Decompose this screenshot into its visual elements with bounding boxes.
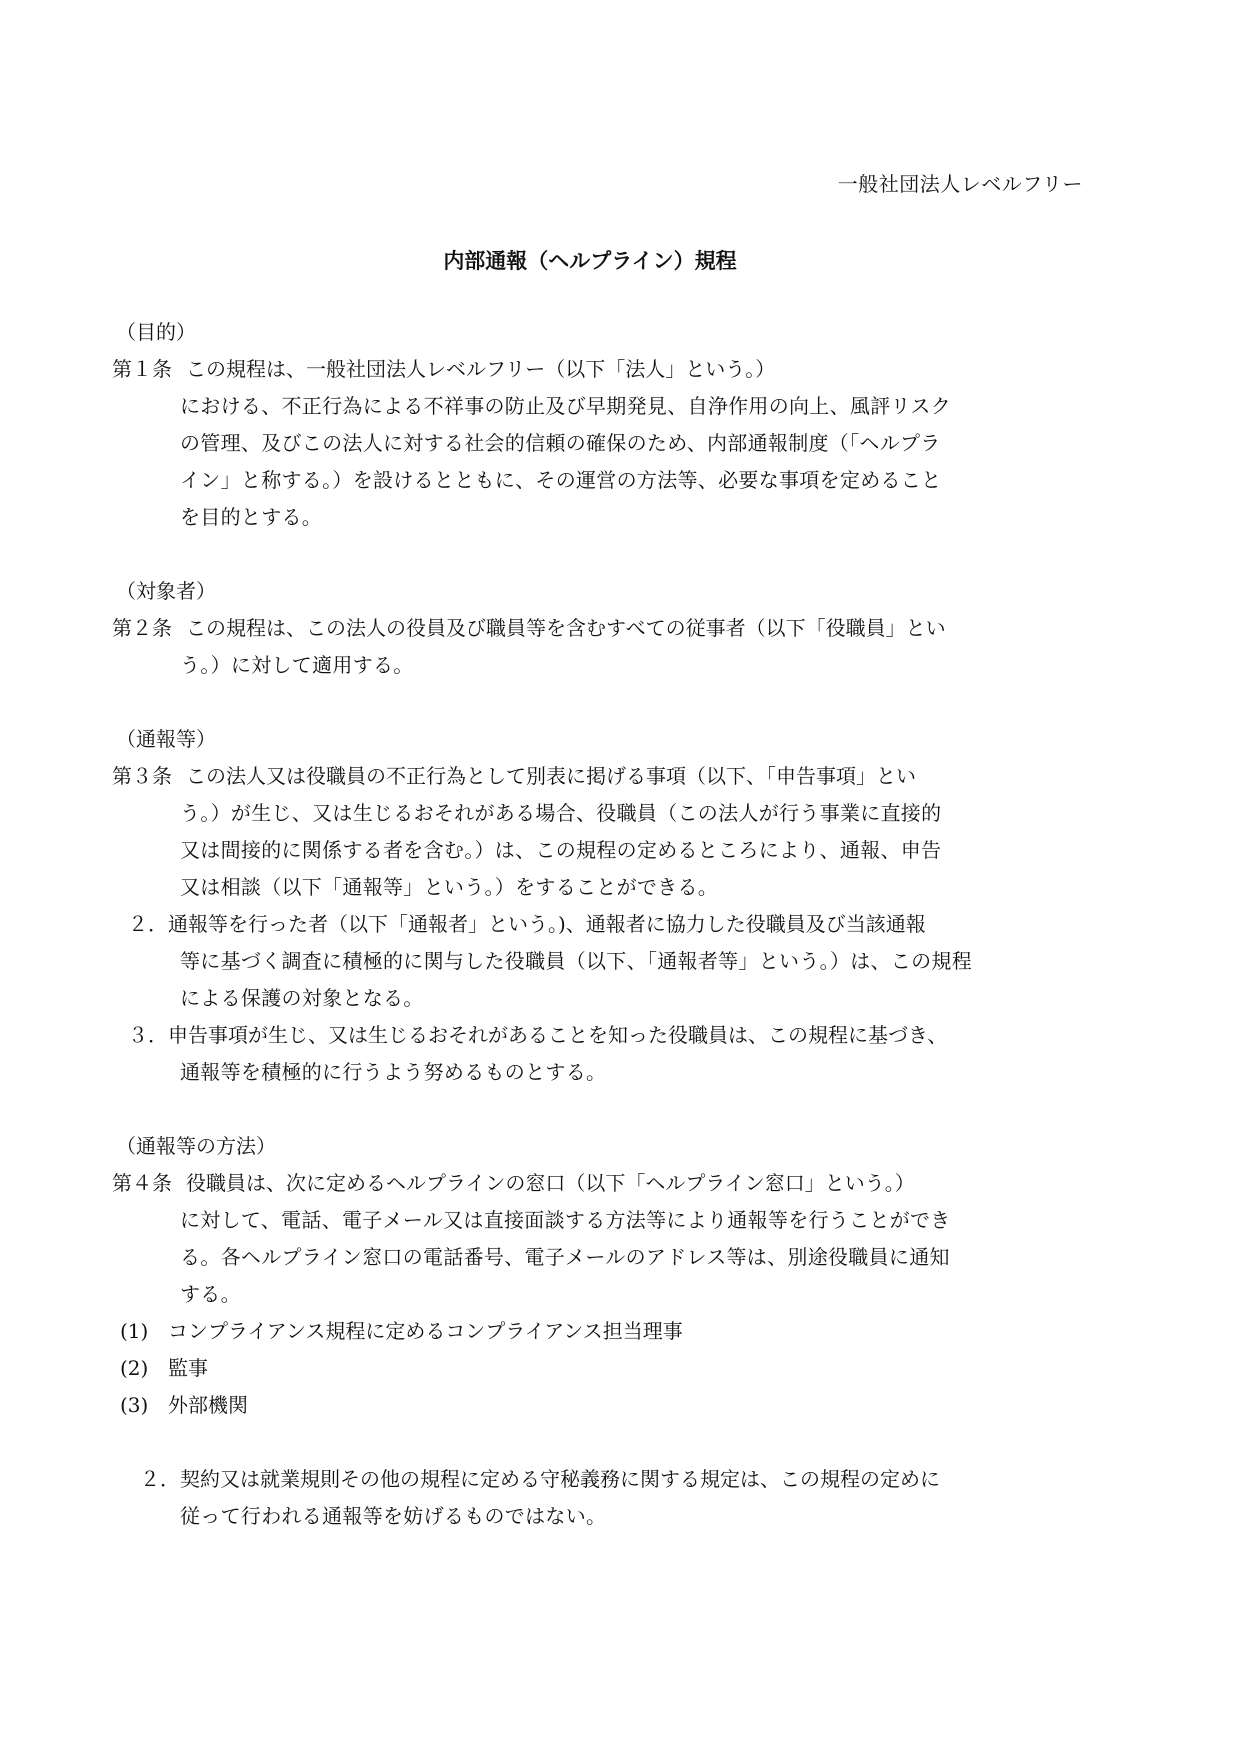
article-3-first-line bbox=[112, 758, 916, 795]
article-2-line-1: この規程は、この法人の役員及び職員等を含むすべての従事者（以下「役職員」とい bbox=[186, 616, 946, 640]
list-item-number: (2) bbox=[120, 1356, 149, 1380]
article-3-line-2: う。）が生じ、又は生じるおそれがある場合、役職員（この法人が行う事業に直接的 bbox=[180, 801, 942, 825]
article-4-line-3: る。各ヘルプライン窓口の電話番号、電子メールのアドレス等は、別途役職員に通知 bbox=[180, 1245, 950, 1269]
article-3-line-4: 又は相談（以下「通報等」という。）をすることができる。 bbox=[180, 875, 719, 899]
list-item bbox=[120, 1387, 248, 1424]
article-1-line-1: この規程は、一般社団法人レベルフリー（以下「法人」という。） bbox=[186, 357, 776, 381]
organization-name: 一般社団法人レベルフリー bbox=[837, 172, 1083, 196]
paragraph-line: 通報等を積極的に行うよう努めるものとする。 bbox=[180, 1060, 607, 1084]
article-2-line-2: う。）に対して適用する。 bbox=[180, 653, 414, 677]
article-1-line-5: を目的とする。 bbox=[180, 505, 323, 529]
article-1-caption: （目的） bbox=[116, 320, 196, 344]
article-2-caption: （対象者） bbox=[116, 579, 216, 603]
article-4-line-2: に対して、電話、電子メール又は直接面談する方法等により通報等を行うことができ bbox=[180, 1208, 951, 1232]
article-4-paragraph-2 bbox=[140, 1461, 940, 1498]
article-4-line-4: する。 bbox=[180, 1282, 241, 1306]
article-4-caption: （通報等の方法） bbox=[116, 1134, 276, 1158]
list-item-text: 外部機関 bbox=[168, 1393, 248, 1417]
article-1-line-3: の管理、及びこの法人に対する社会的信頼の確保のため、内部通報制度（「ヘルプラ bbox=[180, 431, 941, 455]
paragraph-line: 契約又は就業規則その他の規程に定める守秘義務に関する規定は、この規程の定めに bbox=[180, 1467, 940, 1491]
article-3-paragraph-3 bbox=[128, 1017, 947, 1054]
paragraph-line: 等に基づく調査に積極的に関与した役職員（以下、「通報者等」という。）は、この規程 bbox=[180, 949, 972, 973]
document-title: 内部通報（ヘルプライン）規程 bbox=[443, 248, 737, 273]
list-item bbox=[120, 1350, 208, 1387]
article-1-number: 第１条 bbox=[112, 357, 172, 381]
list-item-number: (3) bbox=[120, 1393, 149, 1417]
paragraph-number: ３． bbox=[128, 1023, 168, 1047]
paragraph-line: による保護の対象となる。 bbox=[180, 986, 424, 1010]
list-item-number: (1) bbox=[120, 1319, 149, 1343]
article-1-line-2: における、不正行為による不祥事の防止及び早期発見、自浄作用の向上、風評リスク bbox=[180, 394, 951, 418]
list-item bbox=[120, 1313, 683, 1350]
article-2-number: 第２条 bbox=[112, 616, 172, 640]
list-item-text: 監事 bbox=[168, 1356, 208, 1380]
paragraph-line: 申告事項が生じ、又は生じるおそれがあることを知った役職員は、この規程に基づき、 bbox=[168, 1023, 948, 1047]
paragraph-line: 従って行われる通報等を妨げるものではない。 bbox=[180, 1504, 607, 1528]
article-4-first-line bbox=[112, 1165, 915, 1202]
article-2-first-line bbox=[112, 610, 946, 647]
article-3-caption: （通報等） bbox=[116, 727, 216, 751]
article-1-line-4: イン」と称する。）を設けるとともに、その運営の方法等、必要な事項を定めること bbox=[180, 468, 942, 492]
list-item-text: コンプライアンス規程に定めるコンプライアンス担当理事 bbox=[168, 1319, 683, 1343]
paragraph-line: 通報等を行った者（以下「通報者」という。)、通報者に協力した役職員及び当該通報 bbox=[168, 912, 926, 936]
article-4-number: 第４条 bbox=[112, 1171, 172, 1195]
article-3-paragraph-2 bbox=[128, 906, 926, 943]
article-3-line-1: この法人又は役職員の不正行為として別表に掲げる事項（以下、「申告事項」とい bbox=[186, 764, 916, 788]
article-3-line-3: 又は間接的に関係する者を含む。）は、この規程の定めるところにより、通報、申告 bbox=[180, 838, 942, 862]
article-1-first-line bbox=[112, 351, 775, 388]
article-3-number: 第３条 bbox=[112, 764, 172, 788]
paragraph-number: ２． bbox=[140, 1467, 180, 1491]
paragraph-number: ２． bbox=[128, 912, 168, 936]
article-4-line-1: 役職員は、次に定めるヘルプラインの窓口（以下「ヘルプライン窓口」という。） bbox=[186, 1171, 915, 1195]
